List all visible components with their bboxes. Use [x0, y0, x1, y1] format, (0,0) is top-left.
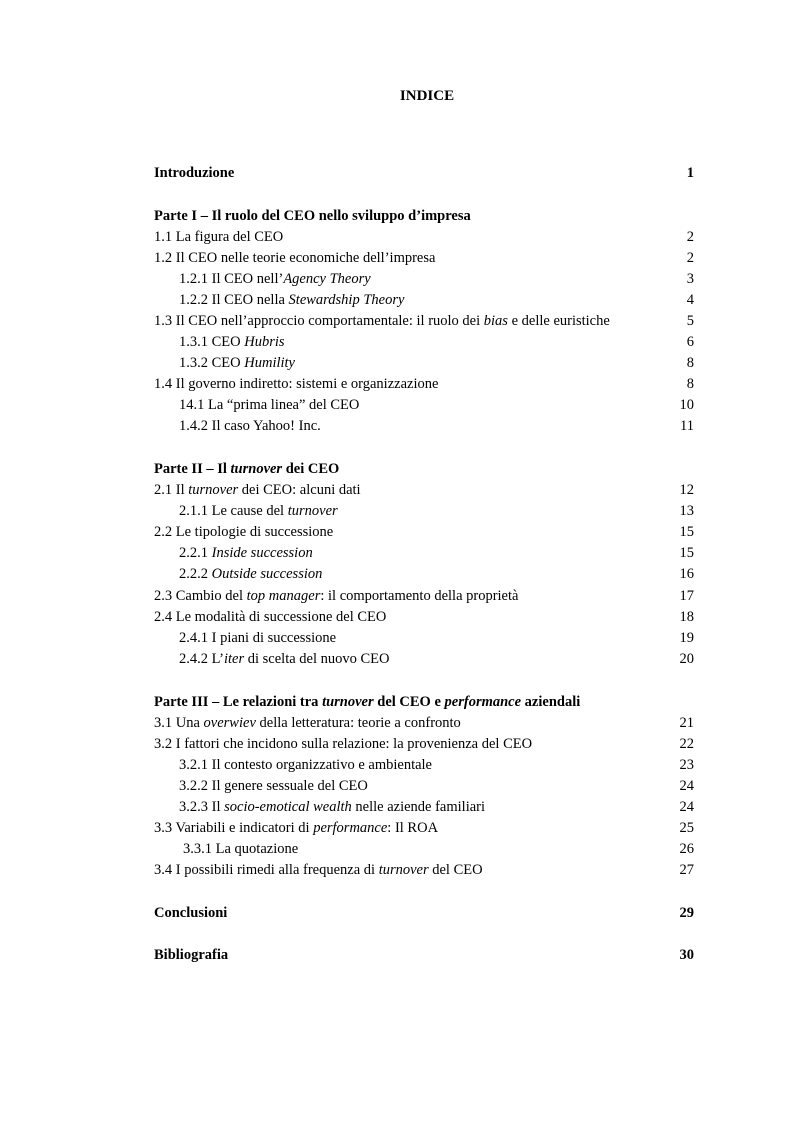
toc-text: 1.3 Il CEO nell’approccio comportamentale: il ruolo dei: [154, 313, 484, 329]
toc-entry-title: [179, 628, 336, 648]
toc-text: 1.4 Il governo indiretto: sistemi e organizzazione: [154, 376, 439, 392]
toc-entry-title: [179, 543, 313, 563]
toc-entry-title: [179, 501, 338, 521]
toc-text: 1.3.1 CEO: [179, 334, 245, 350]
toc-italic-term: turnover: [378, 862, 429, 878]
toc-entry: [154, 248, 694, 268]
toc-section-heading: [154, 692, 694, 712]
toc-page-number: 16: [679, 566, 694, 582]
toc-text: 2.2 Le tipologie di successione: [154, 524, 334, 540]
toc-text: della letteratura: teorie a confronto: [255, 715, 461, 731]
toc-entry: [154, 227, 694, 247]
toc-italic-term: Humility: [244, 355, 295, 371]
toc-entry: [179, 628, 694, 648]
toc-entry-title: [179, 564, 322, 584]
toc-entry: [179, 501, 694, 521]
toc-text: 2.1.1 Le cause del: [179, 503, 288, 519]
toc-entry: [179, 776, 694, 796]
toc-entry: [179, 290, 694, 310]
toc-text: 3.1 Una: [154, 715, 204, 731]
toc-page-number: 3: [686, 271, 694, 287]
toc-entry-title: [154, 945, 228, 965]
toc-page-number: 27: [679, 862, 694, 878]
toc-entry: [154, 480, 694, 500]
toc-page-number: 19: [679, 630, 694, 646]
toc-text: Conclusioni: [154, 905, 228, 921]
toc-page-number: 8: [686, 376, 694, 392]
toc-text: 2.2.2: [179, 566, 212, 582]
toc-page-number: 26: [679, 841, 694, 857]
toc-section-heading: [154, 459, 694, 479]
toc-entry-title: [179, 353, 295, 373]
toc-entry: [179, 649, 694, 669]
toc-entry: [154, 903, 694, 923]
toc-entry-title: [154, 522, 333, 542]
toc-page-number: 2: [686, 229, 694, 245]
toc-entry: [179, 395, 694, 415]
toc-page-number: 21: [679, 715, 694, 731]
toc-page-number: 24: [679, 799, 694, 815]
toc-text: 3.2.1 Il contesto organizzativo e ambientale: [179, 757, 432, 773]
toc-entry-title: [179, 416, 321, 436]
toc-page-number: 5: [686, 313, 694, 329]
toc-page-number: 23: [679, 757, 694, 773]
toc-page-number: 29: [679, 905, 694, 921]
toc-entry-title: [154, 248, 435, 268]
toc-entry: [154, 734, 694, 754]
toc-text: Parte III – Le relazioni tra: [154, 694, 323, 710]
toc-text: 1.1 La figura del CEO: [154, 229, 284, 245]
toc-entry-title: [154, 818, 438, 838]
toc-entry: [179, 543, 694, 563]
toc-text: 3.4 I possibili rimedi alla frequenza di: [154, 862, 379, 878]
toc-text: di scelta del nuovo CEO: [244, 651, 390, 667]
toc-entry: [154, 163, 694, 183]
toc-entry: [179, 797, 694, 817]
toc-entry: [154, 945, 694, 965]
toc-entry: [154, 713, 694, 733]
toc-entry: [154, 586, 694, 606]
toc-page-number: 18: [679, 609, 694, 625]
toc-entry: [154, 607, 694, 627]
toc-entry: [154, 311, 694, 331]
toc-page-number: 11: [680, 418, 694, 434]
toc-page-number: 24: [679, 778, 694, 794]
toc-entry: [179, 564, 694, 584]
toc-entry-title: [154, 480, 361, 500]
toc-text: aziendali: [521, 694, 581, 710]
toc-entry-title: [179, 269, 371, 289]
toc-text: 3.2.2 Il genere sessuale del CEO: [179, 778, 368, 794]
toc-entry-title: [179, 797, 485, 817]
toc-entry-title: [154, 459, 339, 479]
toc-section-heading: [154, 206, 694, 226]
toc-entry-title: [154, 586, 518, 606]
toc-entry-title: [179, 395, 359, 415]
toc-text: 3.2.3 Il: [179, 799, 225, 815]
toc-text: 1.2.1 Il CEO nell’: [179, 271, 284, 287]
toc-entry-title: [179, 776, 368, 796]
toc-italic-term: bias: [483, 313, 508, 329]
toc-text: 3.3 Variabili e indicatori di: [154, 820, 314, 836]
toc-text: 1.3.2 CEO: [179, 355, 245, 371]
toc-italic-term: Inside succession: [211, 545, 313, 561]
page-title: INDICE: [399, 88, 455, 104]
toc-page-number: 20: [679, 651, 694, 667]
toc-italic-term: turnover: [230, 461, 283, 477]
toc-text: 3.3.1 La quotazione: [183, 841, 299, 857]
toc-text: 1.2.2 Il CEO nella: [179, 292, 289, 308]
toc-entry-title: [154, 311, 610, 331]
toc-text: 2.4.2 L’: [179, 651, 224, 667]
toc-text: dei CEO: alcuni dati: [238, 482, 361, 498]
toc-italic-term: Agency Theory: [283, 271, 371, 287]
toc-page-number: 2: [686, 250, 694, 266]
toc-italic-term: Outside succession: [211, 566, 323, 582]
toc-italic-term: overwiev: [203, 715, 256, 731]
toc-entry: [154, 522, 694, 542]
toc-page-number: 22: [679, 736, 694, 752]
toc-text: : Il ROA: [387, 820, 439, 836]
toc-entry: [154, 860, 694, 880]
toc-page-number: 17: [679, 588, 694, 604]
toc-entry: [179, 755, 694, 775]
toc-text: : il comportamento della proprietà: [320, 588, 519, 604]
toc-entry: [179, 332, 694, 352]
toc-entry-title: [154, 734, 532, 754]
toc-text: 3.2 I fattori che incidono sulla relazione: la provenienza del CEO: [154, 736, 533, 752]
toc-entry-title: [154, 607, 386, 627]
toc-italic-term: performance: [313, 820, 388, 836]
toc-italic-term: Hubris: [244, 334, 285, 350]
toc-entry-title: [154, 692, 580, 712]
toc-page-number: 15: [679, 524, 694, 540]
toc-text: nelle aziende familiari: [351, 799, 486, 815]
toc-text: Parte II – Il: [154, 461, 231, 477]
toc-text: dei CEO: [282, 461, 340, 477]
toc-text: Introduzione: [154, 165, 235, 181]
toc-page-number: 10: [679, 397, 694, 413]
toc-entry-title: [154, 206, 471, 226]
toc-entry-title: [154, 227, 283, 247]
toc-italic-term: Stewardship Theory: [288, 292, 405, 308]
toc-text: 1.2 Il CEO nelle teorie economiche dell’impresa: [154, 250, 436, 266]
toc-page-number: 8: [686, 355, 694, 371]
toc-page-number: 15: [679, 545, 694, 561]
toc-italic-term: turnover: [322, 694, 374, 710]
toc-italic-term: turnover: [188, 482, 239, 498]
toc-page-number: 30: [679, 947, 694, 963]
toc-text: Parte I – Il ruolo del CEO nello sviluppo d’impresa: [154, 208, 471, 224]
toc-entry-title: [154, 860, 483, 880]
toc-italic-term: iter: [223, 651, 245, 667]
toc-page-number: 25: [679, 820, 694, 836]
toc-text: e delle euristiche: [507, 313, 610, 329]
toc-entry: [183, 839, 694, 859]
toc-page-number: 12: [679, 482, 694, 498]
toc-text: del CEO: [428, 862, 483, 878]
toc-italic-term: top manager: [246, 588, 321, 604]
toc-entry: [154, 818, 694, 838]
toc-italic-term: performance: [444, 694, 522, 710]
toc-text: Bibliografia: [154, 947, 229, 963]
toc-text: 2.1 Il: [154, 482, 189, 498]
toc-entry-title: [179, 332, 285, 352]
toc-entry-title: [154, 374, 438, 394]
toc-page-number: 1: [686, 165, 694, 181]
toc-entry-title: [154, 713, 461, 733]
toc-entry-title: [179, 755, 432, 775]
toc-text: 2.2.1: [179, 545, 212, 561]
toc-entry: [154, 374, 694, 394]
toc-text: 2.4 Le modalità di successione del CEO: [154, 609, 387, 625]
toc-entry-title: [154, 903, 227, 923]
toc-italic-term: socio-emotical wealth: [224, 799, 352, 815]
toc-entry: [179, 269, 694, 289]
toc-text: 2.4.1 I piani di successione: [179, 630, 337, 646]
toc-text: 1.4.2 Il caso Yahoo! Inc.: [179, 418, 321, 434]
toc-page-number: 6: [686, 334, 694, 350]
toc-text: del CEO e: [373, 694, 445, 710]
toc-page-number: 4: [686, 292, 694, 308]
toc-entry-title: [179, 649, 390, 669]
toc-text: 2.3 Cambio del: [154, 588, 247, 604]
toc-entry: [179, 353, 694, 373]
toc-entry-title: [154, 163, 234, 183]
toc-italic-term: turnover: [287, 503, 338, 519]
toc-entry-title: [183, 839, 298, 859]
toc-page-number: 13: [679, 503, 694, 519]
toc-entry-title: [179, 290, 404, 310]
toc-entry: [179, 416, 694, 436]
toc-text: 14.1 La “prima linea” del CEO: [179, 397, 360, 413]
